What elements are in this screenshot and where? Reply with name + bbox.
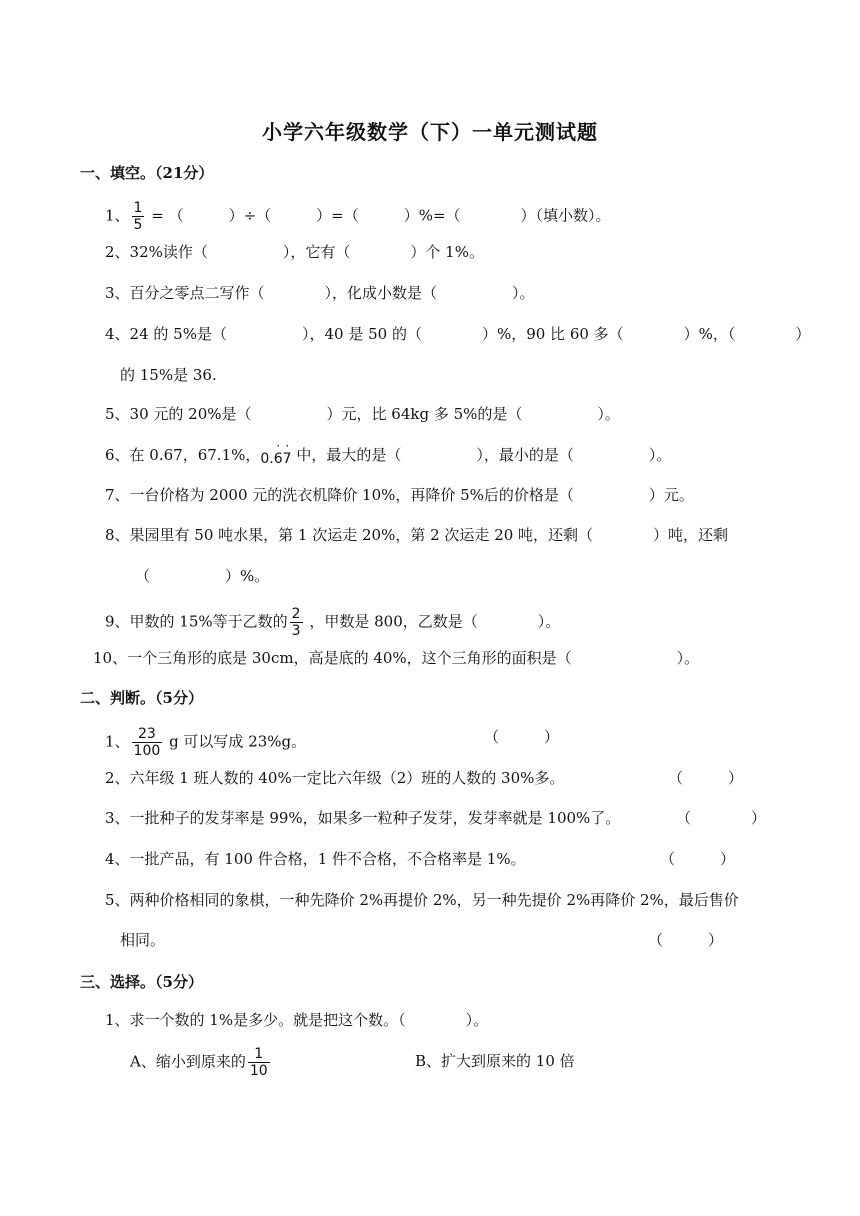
question-number: 1、 — [105, 732, 130, 751]
question-text: ，甲数是 800，乙数是（ ）。 — [309, 612, 561, 631]
question-choice-1: 1、求一个数的 1%是多少。就是把这个数。（ ）。 — [105, 1011, 489, 1029]
option-text: A、缩小到原来的 — [130, 1052, 246, 1071]
fraction-numerator: 23 — [132, 726, 163, 743]
fraction-denominator: 10 — [249, 1063, 268, 1079]
question-fill-4-line2: 的 15%是 36. — [120, 366, 217, 384]
choice-option-a[interactable] — [130, 1046, 272, 1079]
section-heading-choice: 三、选择。（5分） — [80, 973, 203, 991]
fraction-denominator: 100 — [133, 743, 161, 759]
fraction — [132, 726, 163, 759]
fraction-numerator: 1 — [133, 200, 143, 216]
fraction-denominator: 5 — [133, 217, 143, 233]
question-judge-2: 2、六年级 1 班人数的 40%一定比六年级（2）班的人数的 30%多。 — [105, 769, 565, 787]
question-fill-3: 3、百分之零点二写作（ ），化成小数是（ ）。 — [105, 284, 535, 302]
question-text: 中，最大的是（ ），最小的是（ ）。 — [296, 446, 672, 464]
answer-paren[interactable]: （ ） — [484, 728, 560, 746]
question-judge-5-line2: 相同。 — [120, 931, 166, 949]
answer-paren[interactable]: （ ） — [648, 931, 724, 949]
section-heading-judge: 二、判断。（5分） — [80, 689, 203, 707]
fraction-numerator: 2 — [291, 606, 301, 622]
fraction-denominator: 3 — [291, 623, 301, 639]
question-fill-9 — [105, 606, 560, 639]
fraction — [248, 1046, 270, 1079]
question-fill-1 — [105, 200, 611, 233]
question-fill-6 — [105, 439, 672, 469]
question-fill-2: 2、32%读作（ ），它有（ ）个 1%。 — [105, 243, 484, 261]
question-fill-8-line1: 8、果园里有 50 吨水果，第 1 次运走 20%，第 2 次运走 20 吨，还剩（ ）吨，还剩 — [105, 526, 729, 544]
question-text: = （ ）÷（ ）=（ ）%=（ ）（填小数）。 — [151, 206, 611, 225]
answer-paren[interactable]: （ ） — [660, 850, 736, 868]
fraction-numerator: 1 — [248, 1046, 270, 1063]
question-fill-8-line2: （ ）%。 — [135, 567, 270, 585]
fraction — [132, 200, 145, 233]
question-fill-7: 7、一台价格为 2000 元的洗衣机降价 10%，再降价 5%后的价格是（ ）元。 — [105, 486, 694, 504]
question-judge-4: 4、一批产品，有 100 件合格，1 件不合格，不合格率是 1%。 — [105, 850, 526, 868]
question-judge-3: 3、一批种子的发芽率是 99%，如果多一粒种子发芽，发芽率就是 100%了。 — [105, 809, 621, 827]
question-text-prefix: 9、甲数的 15%等于乙数的 — [105, 612, 288, 631]
question-fill-5: 5、30 元的 20%是（ ）元，比 64kg 多 5%的是（ ）。 — [105, 405, 620, 423]
question-judge-5-line1: 5、两种价格相同的象棋，一种先降价 2%再提价 2%，另一种先提价 2%再降价 2%，最后售价 — [105, 891, 739, 909]
fraction — [290, 606, 303, 639]
repeat-dot: · — [285, 439, 290, 453]
question-text-prefix: 6、在 0.67，67.1%， — [105, 446, 261, 464]
section-heading-fill: 一、填空。（21分） — [80, 164, 214, 182]
question-fill-4-line1: 4、24 的 5%是（ ），40 是 50 的（ ）%，90 比 60 多（ ）%，（ ） — [105, 325, 811, 343]
repeat-dot: · — [276, 439, 281, 453]
choice-option-b[interactable]: B、扩大到原来的 10 倍 — [415, 1052, 575, 1070]
page-title: 小学六年级数学（下）一单元测试题 — [262, 120, 598, 144]
answer-paren[interactable]: （ ） — [668, 769, 744, 787]
question-text: g 可以写成 23%g。 — [169, 732, 307, 751]
question-number: 1、 — [105, 206, 130, 225]
question-fill-10: 10、一个三角形的底是 30cm，高是底的 40%，这个三角形的面积是（ ）。 — [93, 649, 700, 667]
question-judge-1 — [105, 726, 306, 759]
answer-paren[interactable]: （ ） — [676, 809, 767, 827]
repeating-decimal-value: 0.67 — [260, 451, 292, 467]
repeating-decimal — [260, 439, 292, 469]
